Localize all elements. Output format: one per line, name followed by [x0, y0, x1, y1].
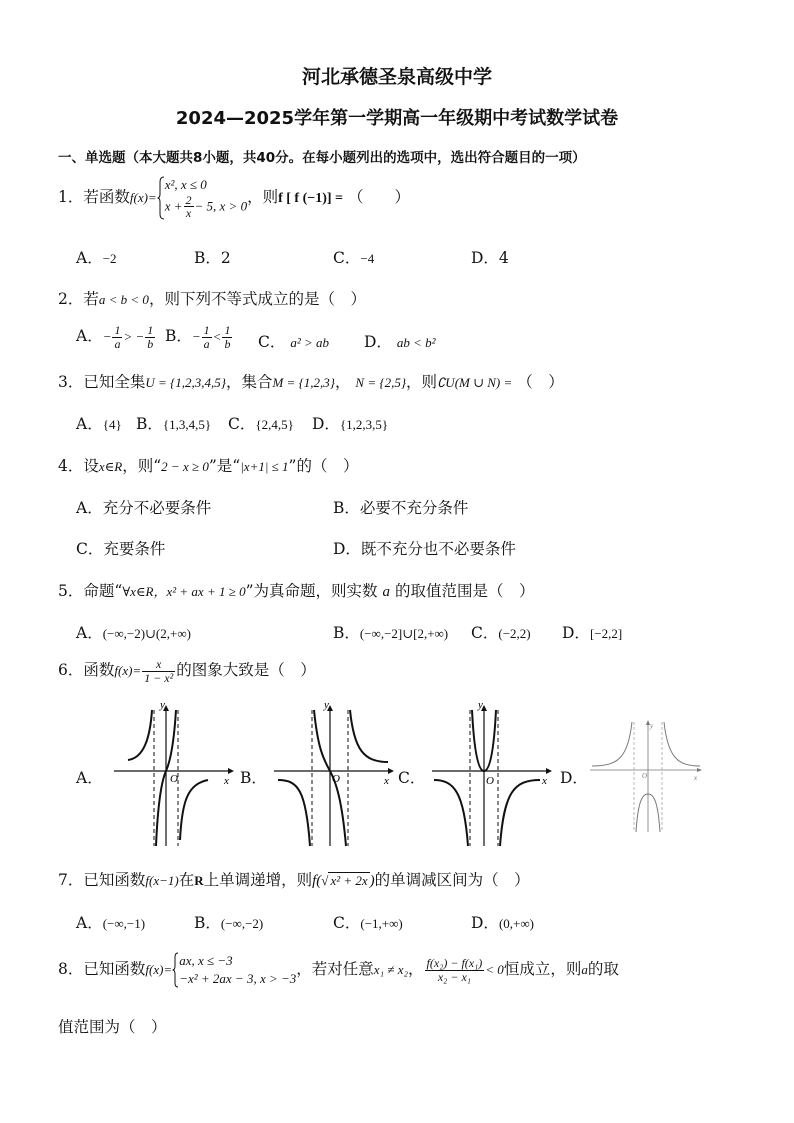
graph-b[interactable] — [270, 700, 400, 850]
option-c[interactable]: C．充要条件 — [76, 540, 166, 558]
option-d[interactable] — [364, 330, 436, 352]
question-stem: 若函数 — [83, 188, 130, 206]
question-stem: ， — [334, 373, 351, 391]
option-value: {1,2,3,5} — [339, 417, 389, 432]
frac-num: x — [142, 658, 175, 672]
question-number: 2． — [58, 290, 84, 308]
question-2 — [58, 287, 366, 309]
origin-label: O — [642, 772, 648, 780]
axis-x-label: x — [224, 775, 229, 787]
exam-title: 2024—2025学年第一学期高一年级期中考试数学试卷 — [175, 108, 619, 129]
question-number: 8． — [58, 960, 84, 978]
option-value: {1,3,4,5} — [162, 417, 212, 432]
curve-right — [664, 722, 700, 766]
question-1 — [58, 176, 410, 220]
question-8 — [58, 952, 619, 988]
proposition-p: 2 − x ≥ 0 — [161, 459, 209, 474]
graph-c[interactable] — [428, 700, 558, 850]
condition: a < b < 0 — [98, 292, 149, 307]
question-8-continued: 值范围为（ ） — [58, 1018, 167, 1036]
option-label: A． — [76, 415, 103, 433]
frac-num: 1 — [224, 323, 231, 337]
option-label: D． — [364, 333, 392, 351]
question-4 — [58, 454, 358, 476]
option-label: D． — [312, 415, 340, 433]
case-1: ax, x ≤ −3 — [179, 953, 233, 969]
question-stem: 已知函数 — [83, 871, 146, 889]
curve-right — [350, 710, 388, 762]
graph-label-c[interactable]: C． — [398, 769, 426, 787]
question-stem: ，若对任意 — [296, 960, 374, 978]
set-m: M = {1,2,3} — [272, 375, 335, 390]
option-d[interactable]: D．既不充分也不必要条件 — [333, 540, 516, 558]
sign: − — [191, 329, 201, 345]
question-stem: ，则下列不等式成立的是（ ） — [148, 290, 366, 308]
question-number: 6． — [58, 661, 84, 680]
option-value: (−1,+∞) — [360, 916, 403, 931]
question-3 — [58, 370, 564, 392]
x-arrow-icon — [388, 768, 394, 774]
question-stem: 已知全集 — [83, 373, 146, 391]
question-stem: 的取值范围是（ ） — [394, 582, 535, 600]
option-value: ab < b² — [396, 335, 436, 350]
frac-num: f(x₂) − f(x₁) — [426, 955, 483, 970]
option-label: B． — [194, 914, 221, 932]
case-2-frac-den: x — [185, 206, 192, 221]
option-label: A． — [76, 249, 103, 267]
option-c[interactable] — [228, 412, 294, 434]
frac-num: 1 — [114, 323, 121, 337]
option-d[interactable] — [562, 621, 622, 643]
option-a[interactable] — [76, 324, 156, 350]
option-a[interactable]: A．充分不必要条件 — [76, 499, 212, 517]
parameter: a — [581, 962, 588, 977]
relation: > − — [123, 329, 145, 345]
left-brace-icon — [157, 176, 165, 220]
graph-label-b[interactable]: B． — [240, 769, 267, 787]
case-2-frac-num: 2 — [185, 192, 192, 207]
curve-right — [180, 780, 208, 840]
curve-left — [278, 780, 310, 846]
frac-den: 1 − x² — [144, 670, 174, 685]
option-value: (−∞,−2]∪[2,+∞) — [359, 626, 449, 641]
question-stem: 函数 — [83, 661, 115, 680]
parameter: a — [382, 584, 390, 600]
origin-label: O — [332, 773, 340, 785]
x-arrow-icon — [697, 768, 702, 772]
option-a[interactable] — [76, 621, 191, 643]
frac-num: 1 — [203, 323, 210, 337]
question-stem: ，则 — [406, 373, 438, 391]
case-2: −x² + 2ax − 3, x > −3 — [179, 971, 297, 986]
option-c[interactable] — [258, 330, 329, 352]
piecewise-cases — [179, 952, 296, 987]
function-open: f( — [312, 873, 322, 889]
option-b[interactable]: B．2 — [194, 249, 231, 267]
option-value: (−∞,−1) — [102, 916, 146, 931]
question-stem: ”为真命题，则实数 — [245, 582, 378, 600]
question-stem: ，集合 — [225, 373, 273, 391]
curve-left — [592, 722, 632, 766]
function-name: f(x)= — [114, 663, 142, 679]
option-label: B． — [136, 415, 163, 433]
question-number: 1． — [58, 188, 84, 206]
question-7 — [58, 868, 530, 890]
axis-y-label: y — [324, 700, 329, 711]
question-stem: 恒成立，则 — [503, 960, 582, 978]
option-d[interactable] — [471, 911, 534, 933]
option-value: [−2,2] — [589, 626, 623, 641]
radicand: x² + 2x — [330, 873, 368, 888]
question-stem: 若 — [83, 290, 99, 308]
option-d[interactable]: D．4 — [471, 249, 509, 267]
question-6 — [58, 658, 316, 684]
function-name: f(x)= — [129, 190, 157, 205]
question-stem: 命题“ — [83, 582, 123, 600]
question-stem: 已知函数 — [83, 960, 146, 978]
proposition-q: |x+1| ≤ 1 — [240, 459, 289, 474]
option-b[interactable] — [333, 621, 448, 643]
condition: x₁ ≠ x₂ — [373, 962, 409, 977]
piecewise-cases — [165, 176, 247, 220]
option-c[interactable] — [333, 911, 403, 933]
option-label: D． — [562, 624, 590, 642]
option-value: −2 — [102, 251, 117, 266]
curve-right — [500, 780, 540, 846]
frac-den: a — [203, 336, 210, 351]
option-c[interactable] — [471, 621, 531, 643]
question-5 — [58, 579, 534, 601]
option-label: A． — [76, 914, 103, 932]
universal-set: U = {1,2,3,4,5} — [145, 375, 226, 390]
option-b[interactable]: B．必要不充分条件 — [333, 499, 469, 517]
section-heading: 一、单选题（本大题共8小题，共40分。在每小题列出的选项中，选出符合题目的一项） — [58, 150, 586, 166]
frac-num: 1 — [147, 323, 154, 337]
case-1: x², x ≤ 0 — [164, 177, 207, 193]
graph-label-d[interactable]: D． — [560, 769, 588, 787]
question-stem: ”的（ ） — [288, 457, 359, 475]
option-label: B． — [333, 624, 360, 642]
option-label: C． — [258, 333, 286, 351]
frac-den: b — [224, 336, 231, 351]
curve-left — [128, 710, 152, 760]
question-number: 3． — [58, 373, 84, 391]
case-2-a: x + — [164, 198, 183, 214]
question-stem: 的图象大致是（ ） — [176, 661, 316, 680]
option-label: C． — [228, 415, 256, 433]
graph-d[interactable] — [588, 718, 708, 834]
set-n: N = {2,5} — [355, 375, 407, 390]
graph-label-a[interactable]: A． — [76, 769, 103, 787]
universal-proposition: ∀x∈R，x² + ax + 1 ≥ 0 — [122, 584, 246, 599]
question-stem: 在 — [178, 871, 195, 889]
case-2-b: − 5, x > 0 — [194, 198, 248, 214]
frac-den: b — [147, 336, 154, 351]
option-a[interactable] — [76, 246, 117, 268]
function-name: f(x−1) — [145, 873, 179, 888]
relation: < 0 — [485, 962, 504, 977]
condition: x∈R — [98, 459, 123, 474]
question-stem: 设 — [83, 457, 99, 475]
option-label: C． — [333, 914, 361, 932]
question-stem: ，则“ — [122, 457, 162, 475]
curve-left — [434, 780, 468, 846]
option-label: A． — [76, 327, 103, 346]
question-stem: ， — [408, 960, 424, 978]
frac-den: a — [114, 336, 121, 351]
option-a[interactable] — [76, 911, 145, 933]
question-stem: 上单调递增，则 — [203, 871, 313, 889]
answer-bracket: （ ） — [517, 373, 564, 391]
option-value: −4 — [360, 251, 375, 266]
function-name: f(x)= — [145, 962, 173, 977]
origin-label: O — [486, 775, 494, 787]
axis-x-label: x — [694, 774, 698, 782]
option-c[interactable] — [333, 246, 374, 268]
school-name: 河北承德圣泉高级中学 — [301, 66, 492, 88]
real-set: R — [194, 873, 204, 888]
axis-y-label: y — [478, 700, 483, 711]
axis-y-label: y — [650, 722, 654, 730]
option-value: (0,+∞) — [498, 916, 534, 931]
question-number: 4． — [58, 457, 84, 475]
question-number: 5． — [58, 582, 84, 600]
graph-a[interactable] — [108, 700, 240, 850]
question-stem: ”是“ — [208, 457, 241, 475]
option-value: {4} — [102, 417, 122, 432]
option-d[interactable] — [312, 412, 388, 434]
axis-x-label: x — [542, 775, 547, 787]
frac-den: x₂ − x₁ — [437, 969, 471, 984]
option-a[interactable] — [76, 412, 122, 434]
option-b[interactable] — [136, 412, 211, 434]
option-b[interactable] — [194, 911, 263, 933]
option-label: C． — [471, 624, 499, 642]
relation: < — [212, 329, 222, 345]
option-b[interactable] — [165, 324, 233, 350]
option-value: (−∞,−2)∪(2,+∞) — [102, 626, 191, 641]
composite-expression: f [ f (−1)] = — [278, 191, 344, 206]
option-label: D． — [471, 914, 499, 932]
option-label: B． — [165, 327, 192, 346]
origin-label: O — [170, 773, 178, 785]
x-arrow-icon — [546, 768, 552, 774]
sqrt-expression: √ x² + 2x — [321, 873, 368, 888]
axis-x-label: x — [384, 775, 389, 787]
question-stem: 的单调减区间为（ ） — [374, 871, 530, 889]
option-value: a² > ab — [290, 335, 329, 350]
answer-bracket: （ ） — [347, 188, 410, 206]
left-brace-icon — [172, 952, 179, 988]
option-label: C． — [333, 249, 361, 267]
complement-expression: ∁U(M ∪ N) = — [437, 375, 513, 390]
question-stem: ，则 — [247, 188, 279, 206]
option-value: {2,4,5} — [255, 417, 294, 432]
option-label: A． — [76, 624, 103, 642]
option-value: (−2,2) — [498, 626, 531, 641]
function-close: ) — [369, 873, 375, 889]
option-value: (−∞,−2) — [220, 916, 264, 931]
x-arrow-icon — [228, 768, 234, 774]
question-number: 7． — [58, 871, 84, 889]
sign: − — [102, 329, 112, 345]
question-stem: 的取 — [587, 960, 619, 978]
axis-y-label: y — [160, 700, 165, 711]
